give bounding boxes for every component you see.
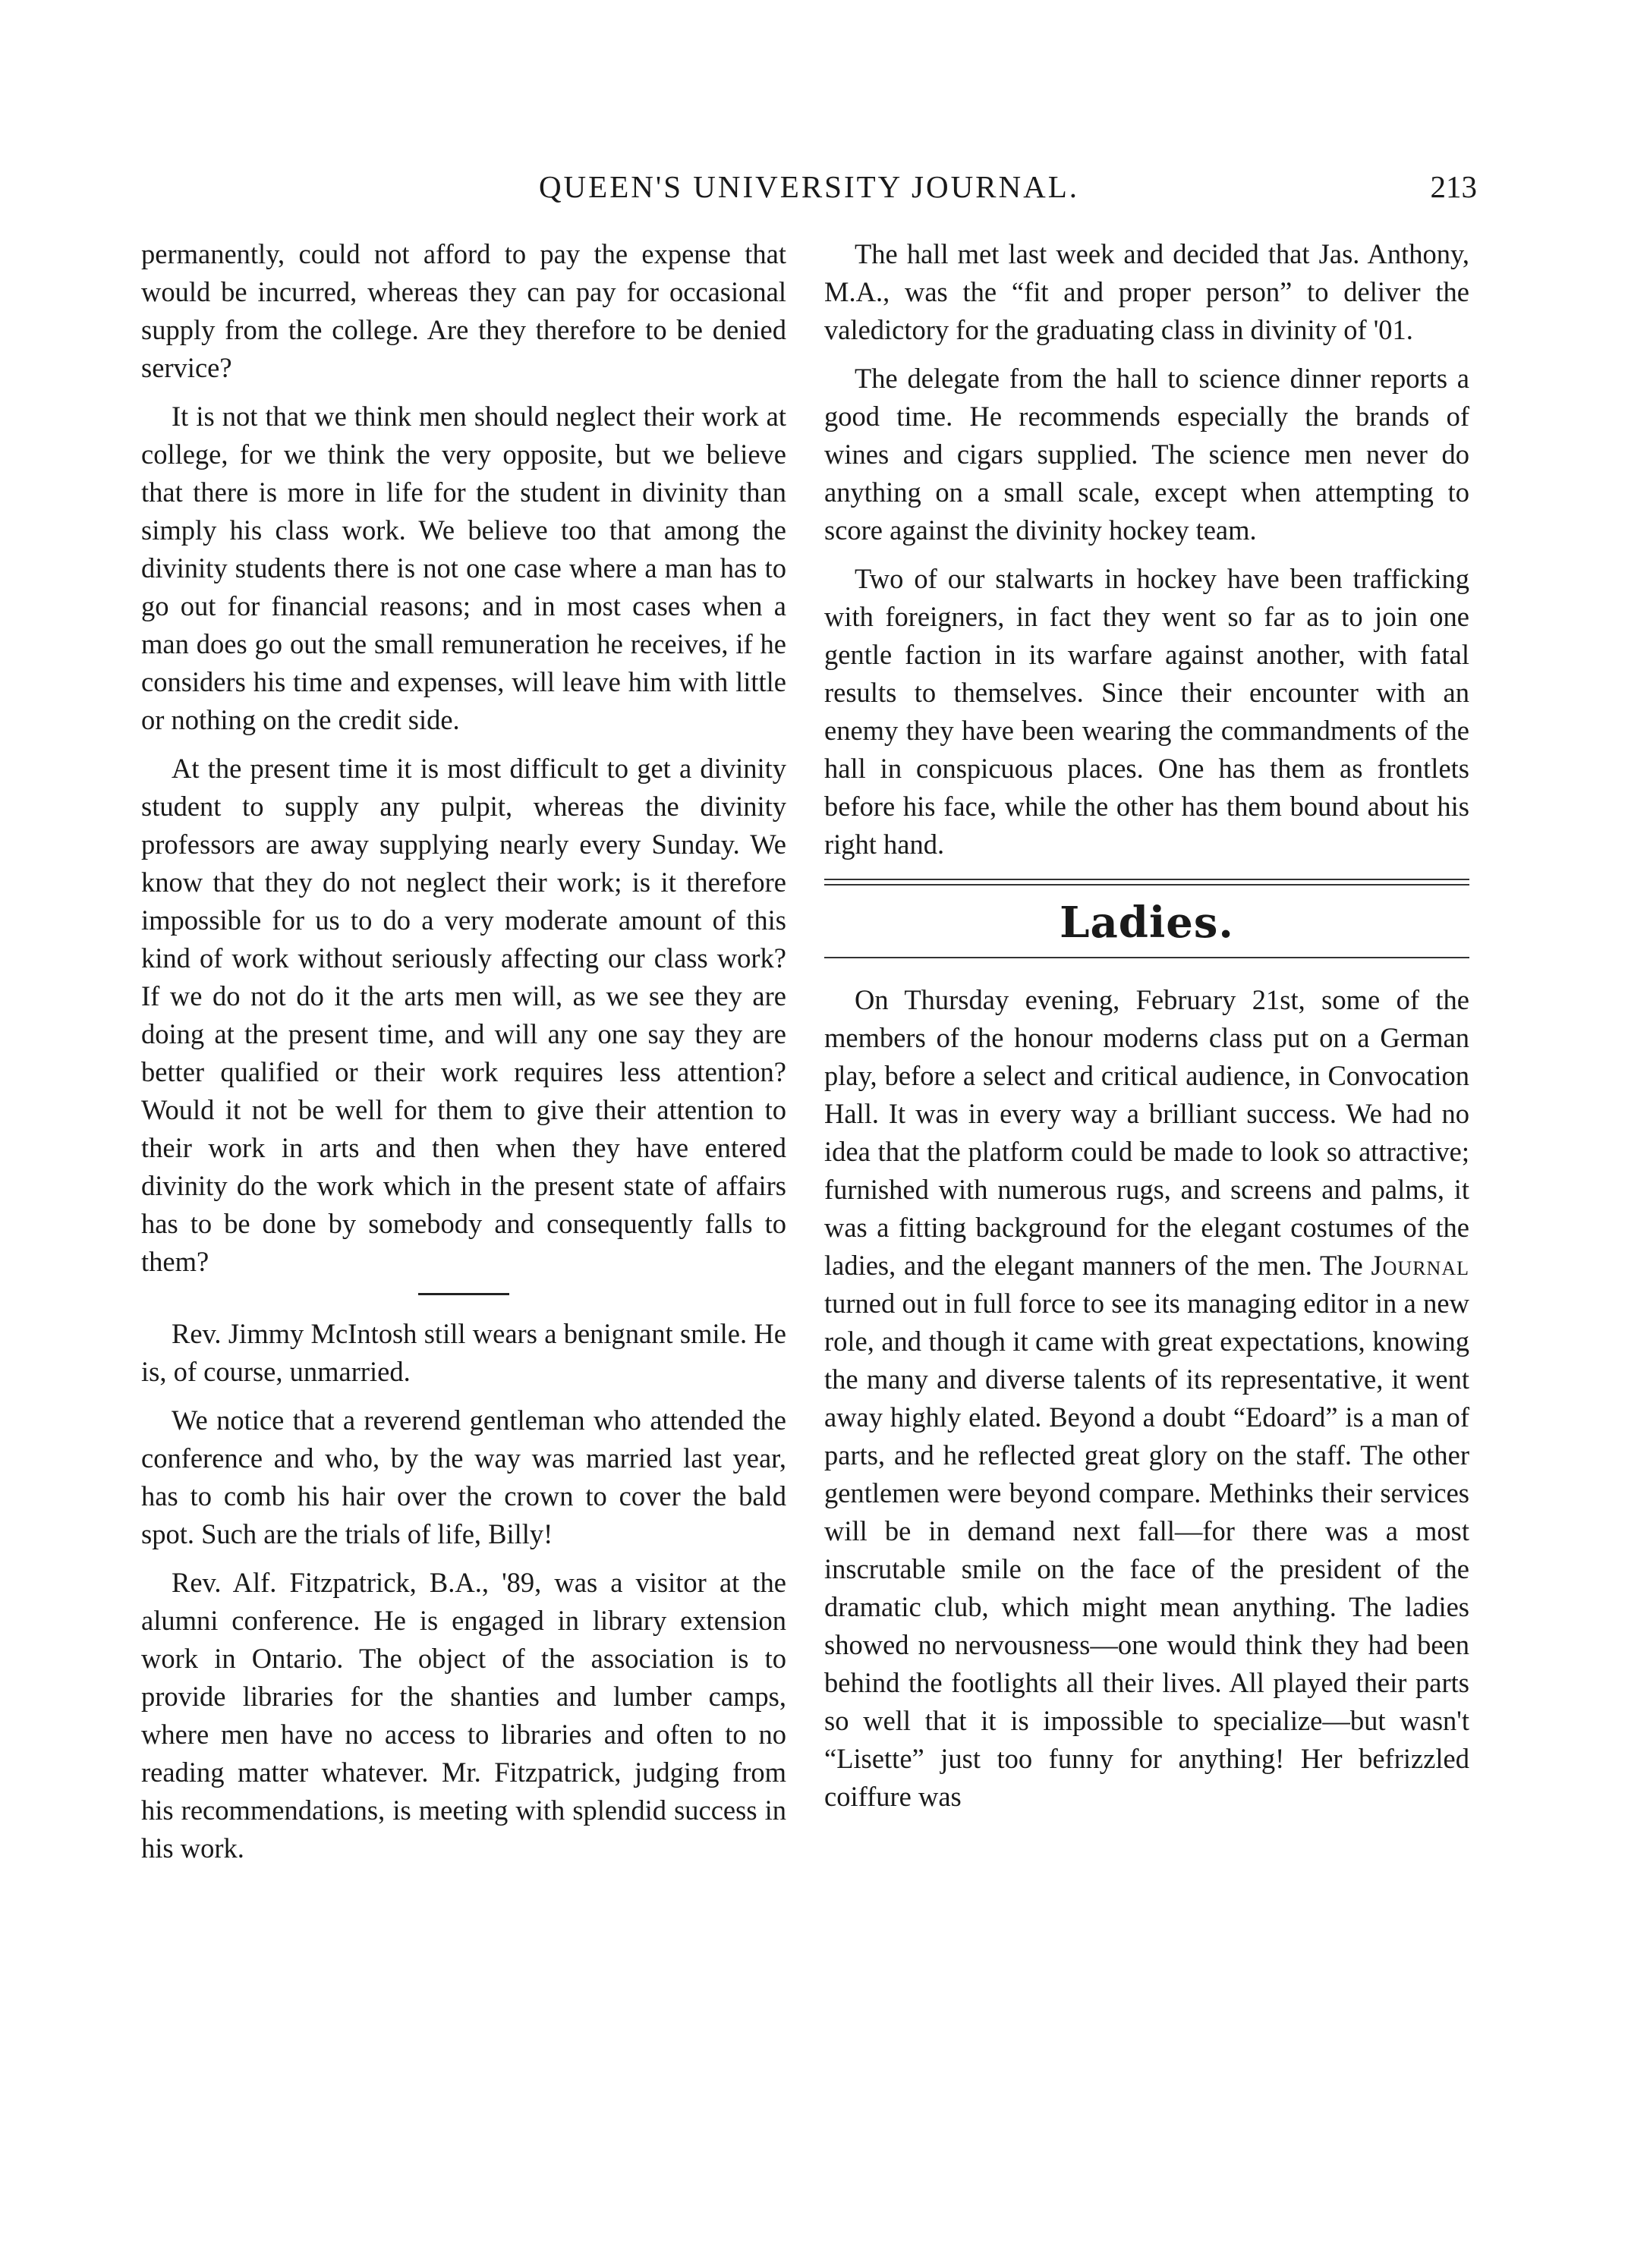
ladies-text-after: turned out in full force to see its managing editor in a new role, and though it came with great expectations, knowing the many and diverse talents of its representative, it went away highly elated. Beyond a doubt “Edoard” is a man of parts, and he reflected great glory on the staff. The other gentlemen were beyond compare. Methinks their services will be in demand next fall—for there was a most inscrutable smile on the face of the president of the dramatic club, which might mean anything. The ladies showed no nervousness—one would think they had been behind the footlights all their lives. All played their parts so well that it is impossible to specialize—but wasn't “Lisette” just too funny for anything! Her befrizzled coiffure was [824, 1288, 1469, 1812]
paragraph-continued: permanently, could not afford to pay the expense that would be incurred, whereas they can pay for occasional supply from the college. Are they therefore to be denied service? [141, 238, 786, 383]
paragraph: It is not that we think men should neglect their work at college, for we think the very opposite, but we believe that there is more in life for the student in divinity than simply his class work. We believe too that among the divinity students there is not one case where a man has to go out for financial reasons; and in most cases when a man does go out the small remuneration he receives, if he considers his time and expenses, will leave him with little or nothing on the credit side. [141, 401, 786, 735]
ladies-text-before: On Thursday evening, February 21st, some of the members of the honour moderns class put on a German play, before a select and critical audience, in Convocation Hall. It was in every way a brilliant success. We had no idea that the platform could be made to look so attractive; furnished with numerous rugs, and screens and palms, it was a fitting background for the elegant costumes of the ladies, and the elegant manners of the men. The [824, 984, 1469, 1281]
heading-rule-top [824, 879, 1469, 885]
running-head [141, 165, 1477, 208]
journal-name: Journal [1371, 1250, 1469, 1281]
news-note: The hall met last week and decided that Jas. Anthony, M.A., was the “fit and proper person” to deliver the valedictory for the graduating class in divinity of '01. [824, 238, 1469, 345]
page-number: 213 [1430, 169, 1477, 204]
news-note: We notice that a reverend gentleman who attended the conference and who, by the way was married last year, has to comb his hair over the crown to cover the bald spot. Such are the trials of life, Billy! [141, 1405, 786, 1549]
section-divider [418, 1293, 509, 1295]
news-note: Rev. Jimmy McIntosh still wears a benignant smile. He is, of course, unmarried. [141, 1318, 786, 1387]
heading-rule-bottom [824, 957, 1469, 958]
news-note: Two of our stalwarts in hockey have been trafficking with foreigners, in fact they went so far as to join one gentle faction in its warfare against another, with fatal results to themselves. Since their encounter with an enemy they have been wearing the commandments of the hall in conspicuous places. One has them as frontlets before his face, while the other has them bound about his right hand. [824, 563, 1469, 860]
news-note: The delegate from the hall to science dinner reports a good time. He recommends especially the brands of wines and cigars supplied. The science men never do anything on a small scale, except when attempting to score against the divinity hockey team. [824, 363, 1469, 546]
paragraph: At the present time it is most difficult to get a divinity student to supply any pulpit, whereas the divinity professors are away supplying nearly every Sunday. We know that they do not neglect their work; is it therefore impossible for us to do a very moderate amount of this kind of work without seriously affecting our class work? If we do not do it the arts men will, as we see they are doing at the present time, and will any one say they are better qualified or their work requires less attention? Would it not be well for them to give their attention to their work in arts and then when they have entered divinity do the work which in the present state of affairs has to be done by somebody and consequently falls to them? [141, 753, 786, 1277]
journal-title: QUEEN'S UNIVERSITY JOURNAL. [538, 169, 1080, 204]
right-column [824, 235, 1469, 1826]
left-column [141, 235, 786, 1878]
section-heading-ladies: Ladies. [1060, 898, 1234, 948]
ladies-paragraph [824, 981, 1469, 1816]
news-note: Rev. Alf. Fitzpatrick, B.A., '89, was a visitor at the alumni conference. He is engaged in library extension work in Ontario. The object of the association is to provide libraries for the shanties and lumber camps, where men have no access to libraries and often to no reading matter whatever. Mr. Fitzpatrick, judging from his recommendations, is meeting with splendid success in his work. [141, 1567, 786, 1864]
